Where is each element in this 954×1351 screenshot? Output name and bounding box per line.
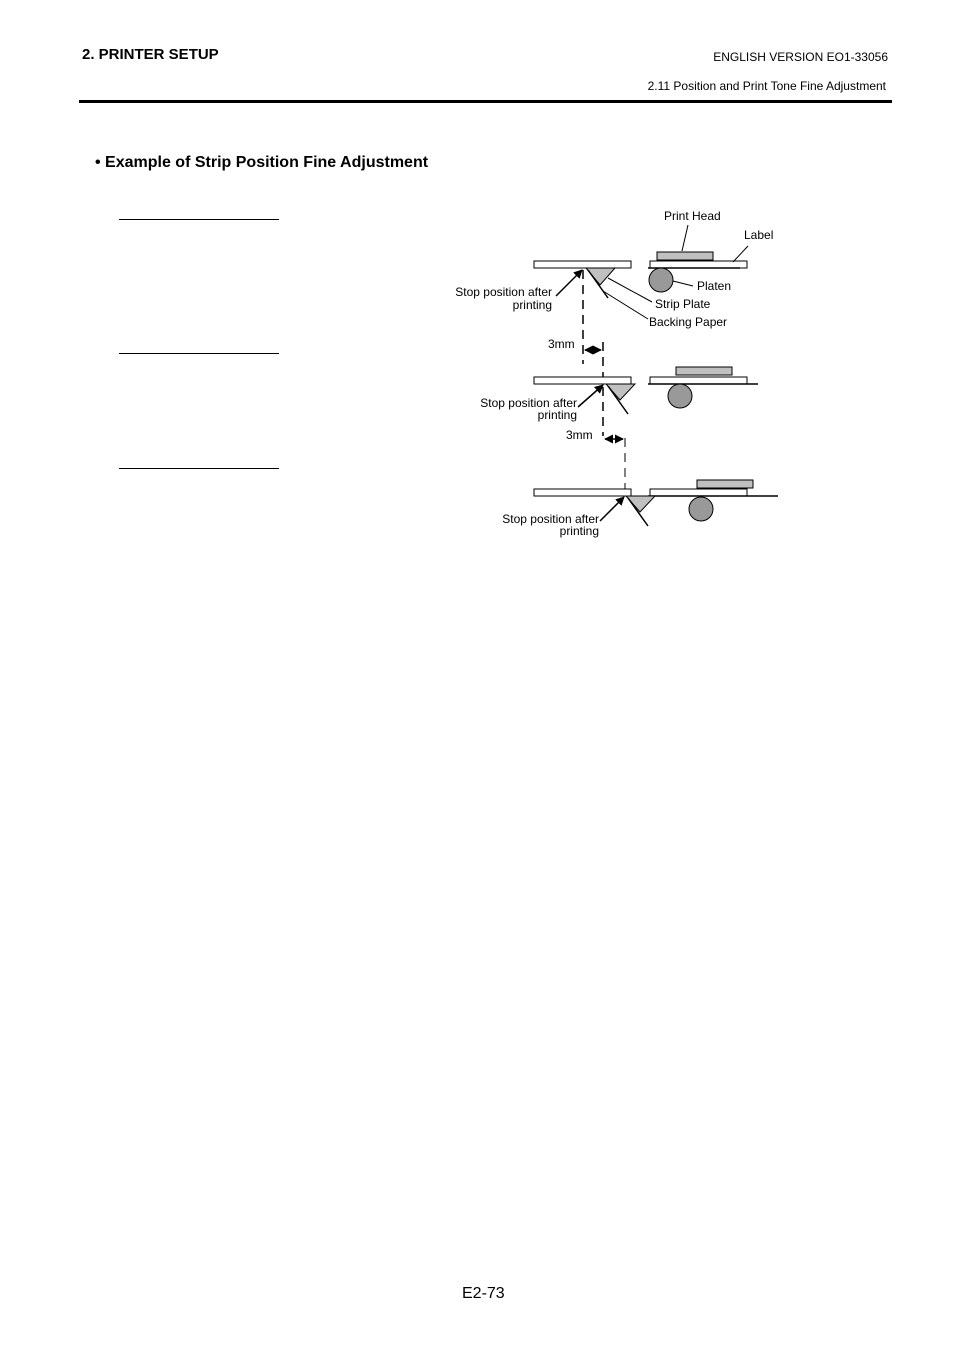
stop-position-arrow (578, 385, 603, 407)
platen-leader (673, 281, 693, 286)
stop-position-label-line1: Stop position after (502, 512, 599, 526)
strip-position-diagram (0, 0, 954, 600)
stage-2 (480, 367, 758, 422)
backing-paper-label: Backing Paper (649, 315, 728, 329)
strip-plate-left (534, 261, 631, 268)
platen-roller (668, 384, 692, 408)
page-number: E2-73 (462, 1285, 505, 1302)
strip-plate-left (534, 489, 631, 496)
strip-plate-left (534, 377, 631, 384)
print-head-leader (682, 225, 688, 251)
chapter-title: 2. PRINTER SETUP (82, 46, 219, 63)
stop-position-arrow (556, 270, 582, 296)
backing-paper-leader (603, 291, 648, 319)
strip-plate-label: Strip Plate (655, 297, 711, 311)
stop-position-label-line2: printing (537, 408, 577, 422)
offset-label-1: 3mm (548, 337, 575, 351)
print-head (697, 480, 753, 488)
stage-3 (502, 480, 778, 538)
platen-label: Platen (697, 279, 732, 293)
stop-position-label-line2: printing (559, 524, 599, 538)
print-head (657, 252, 713, 260)
platen-roller (649, 268, 673, 292)
label-strip (650, 377, 747, 384)
section-title: 2.11 Position and Print Tone Fine Adjustment (647, 79, 886, 93)
label-label: Label (744, 228, 774, 242)
stage-1 (455, 209, 773, 329)
stop-position-label-line1: Stop position after (480, 396, 577, 410)
strip-plate-wedge (586, 268, 615, 285)
example-heading-text: Example of Strip Position Fine Adjustment (105, 154, 429, 171)
print-head (676, 367, 732, 375)
strip-plate-wedge (606, 384, 635, 400)
label-strip (650, 489, 747, 496)
print-head-label: Print Head (664, 209, 721, 223)
label-strip (650, 261, 747, 268)
document-version: ENGLISH VERSION EO1-33056 (713, 50, 888, 64)
strip-plate-wedge (626, 496, 655, 512)
label-leader (733, 246, 748, 262)
platen-roller (689, 497, 713, 521)
stop-position-label-line2: printing (512, 298, 552, 312)
example-heading: • Example of Strip Position Fine Adjustment (95, 154, 429, 171)
stop-position-arrow (600, 497, 624, 521)
stop-position-label-line1: Stop position after (455, 285, 552, 299)
offset-label-2: 3mm (566, 428, 593, 442)
